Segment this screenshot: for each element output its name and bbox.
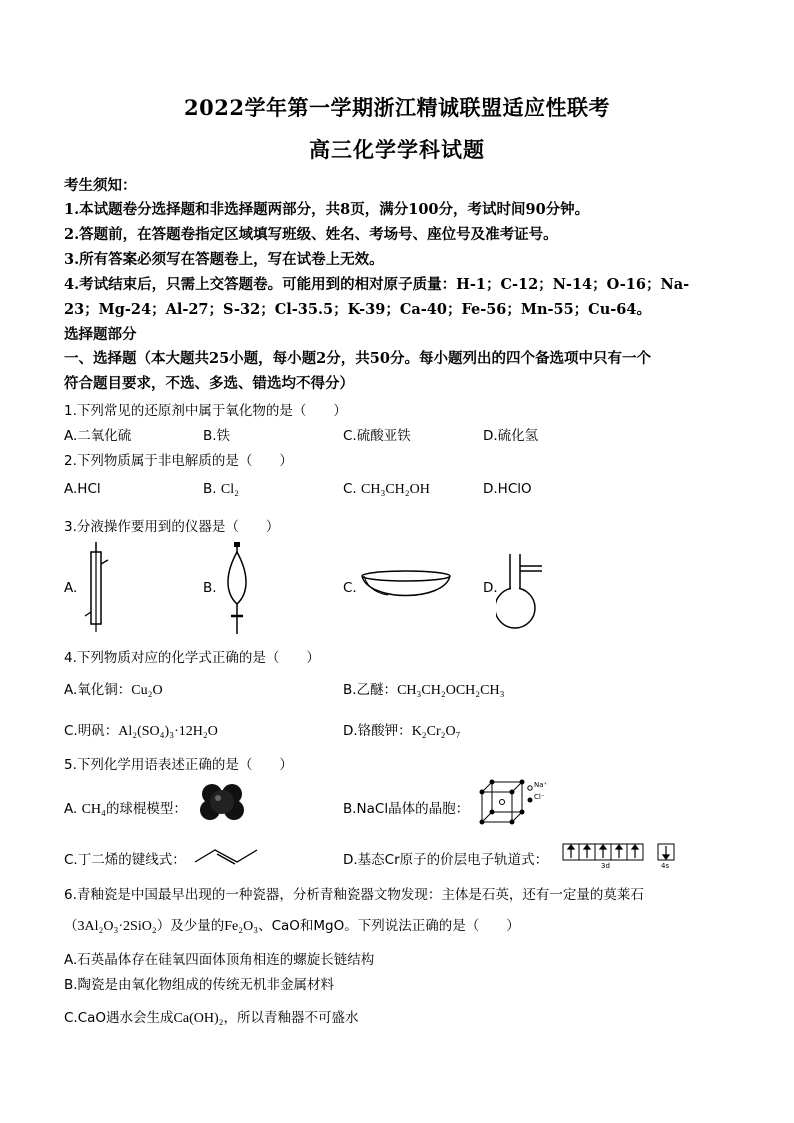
q4-option-c-label: C.明矾： [64,723,119,739]
section-part: 选择题部分 [64,326,137,343]
formula-ethanol: CH₃CH₂OH [361,482,430,497]
q5-option-b: B.NaCl晶体的晶胞： [343,801,470,817]
notice-item-3: 3.所有答案必须写在答题卷上，写在试卷上无效。 [64,251,384,268]
butadiene-skeletal-formula-image [193,842,259,866]
q4-option-b-label: B.乙醚： [343,682,398,698]
notice-item-4: 4.考试结束后，只需上交答题卷。可能用到的相对原子质量：H-1；C-12；N-14；O-16；Na- [64,276,690,293]
section-heading-1: 一、选择题（本大题共25小题，每小题2分，共50分。每小题列出的四个备选项中只有一个 [64,350,651,367]
formula-cl2: Cl₂ [220,482,239,497]
q5-option-d: D.基态Cr原子的价层电子轨道式： [343,852,549,868]
q3-option-b: B. [203,580,217,596]
formula-cu2o: Cu₂O [131,683,163,698]
formula-ch4: CH₄ [81,802,106,817]
exam-title: 2022学年第一学期浙江精诚联盟适应性联考 [184,95,610,120]
q3-stem: 3.分液操作要用到的仪器是（ ） [64,519,280,535]
q2-option-b [203,481,239,498]
q4-option-d-label: D.铬酸钾： [343,723,412,739]
notice-heading: 考生须知： [64,177,137,194]
formula-k2cr2o7: K₂Cr₂O₇ [411,724,461,739]
q1-option-b: B.铁 [203,428,231,444]
q5-option-a-text: 的球棍模型： [105,801,187,817]
q4-option-c [64,719,218,740]
q6-option-a: A.石英晶体存在硅氧四面体顶角相连的螺旋长链结构 [64,952,375,968]
formula-caoh2: Ca(OH)₂ [173,1011,224,1026]
evaporating-dish-image [358,568,454,608]
q2-option-d: D.HClO [483,481,532,497]
q3-option-d: D. [483,580,498,596]
q6-option-c [64,1006,359,1027]
q4-option-d [343,719,461,740]
nacl-legend-cl: Cl⁻ [534,793,545,801]
orbital-label-4s: 4s [661,862,670,870]
q1-stem: 1.下列常见的还原剂中属于氧化物的是（ ） [64,403,347,419]
q1-option-c: C.硫酸亚铁 [343,428,411,444]
q5-option-c: C.丁二烯的键线式： [64,852,186,868]
section-heading-2: 符合题目要求，不选、多选、错选均不得分） [64,375,354,392]
q5-option-a [64,797,187,818]
round-bottom-flask-image [496,552,556,632]
q6-option-c-label: C.CaO遇水会生成 [64,1010,174,1026]
q5-stem: 5.下列化学用语表述正确的是（ ） [64,757,293,773]
condenser-image [82,542,112,634]
q6-stem-open: （ [64,918,78,934]
q5-option-a-label: A. [64,801,82,817]
q6-stem-line1: 6.青釉瓷是中国最早出现的一种瓷器，分析青釉瓷器文物发现：主体是石英，还有一定量的莫莱石 [64,887,644,903]
q3-option-c: C. [343,580,357,596]
q4-stem: 4.下列物质对应的化学式正确的是（ ） [64,650,320,666]
q1-option-a: A.二氧化硫 [64,428,132,444]
exam-subtitle: 高三化学学科试题 [309,137,485,162]
q4-option-b [343,678,505,699]
q2-option-c-label: C. [343,481,362,497]
q4-option-a [64,678,163,699]
q6-stem-end: 、CaO和MgO。下列说法正确的是（ ） [258,918,520,934]
notice-item-2: 2.答题前，在答题卷指定区域填写班级、姓名、考场号、座位号及准考证号。 [64,226,558,243]
q6-stem-mid: ）及少量的 [156,918,225,934]
formula-fe2o3: Fe₂O₃ [224,919,259,934]
q4-option-a-label: A.氧化铜： [64,682,132,698]
q3-option-a: A. [64,580,78,596]
orbital-label-3d: 3d [601,862,610,870]
formula-ether: CH₃CH₂OCH₂CH₃ [397,683,505,698]
nacl-unit-cell-image [474,776,564,828]
q6-stem-line2 [64,914,520,935]
q2-option-a: A.HCl [64,481,101,497]
methane-ball-model-image [198,780,246,824]
q2-stem: 2.下列物质属于非电解质的是（ ） [64,453,293,469]
q2-option-c [343,481,430,498]
nacl-legend-na: Na⁺ [534,781,548,789]
notice-item-5: 23；Mg-24；Al-27；S-32；Cl-35.5；K-39；Ca-40；Fe-56；Mn-55；Cu-64。 [64,301,651,318]
formula-mullite: 3Al₂O₃·2SiO₂ [77,919,157,934]
q2-option-b-label: B. [203,481,221,497]
formula-alum: Al₂(SO₄)₃·12H₂O [118,724,218,739]
notice-item-1: 1.本试题卷分选择题和非选择题两部分，共8页，满分100分，考试时间90分钟。 [64,201,590,218]
q1-option-d: D.硫化氢 [483,428,539,444]
q6-option-c-text: ，所以青釉器不可盛水 [223,1010,359,1026]
q6-option-b: B.陶瓷是由氧化物组成的传统无机非金属材料 [64,977,335,993]
separatory-funnel-image [220,542,254,634]
